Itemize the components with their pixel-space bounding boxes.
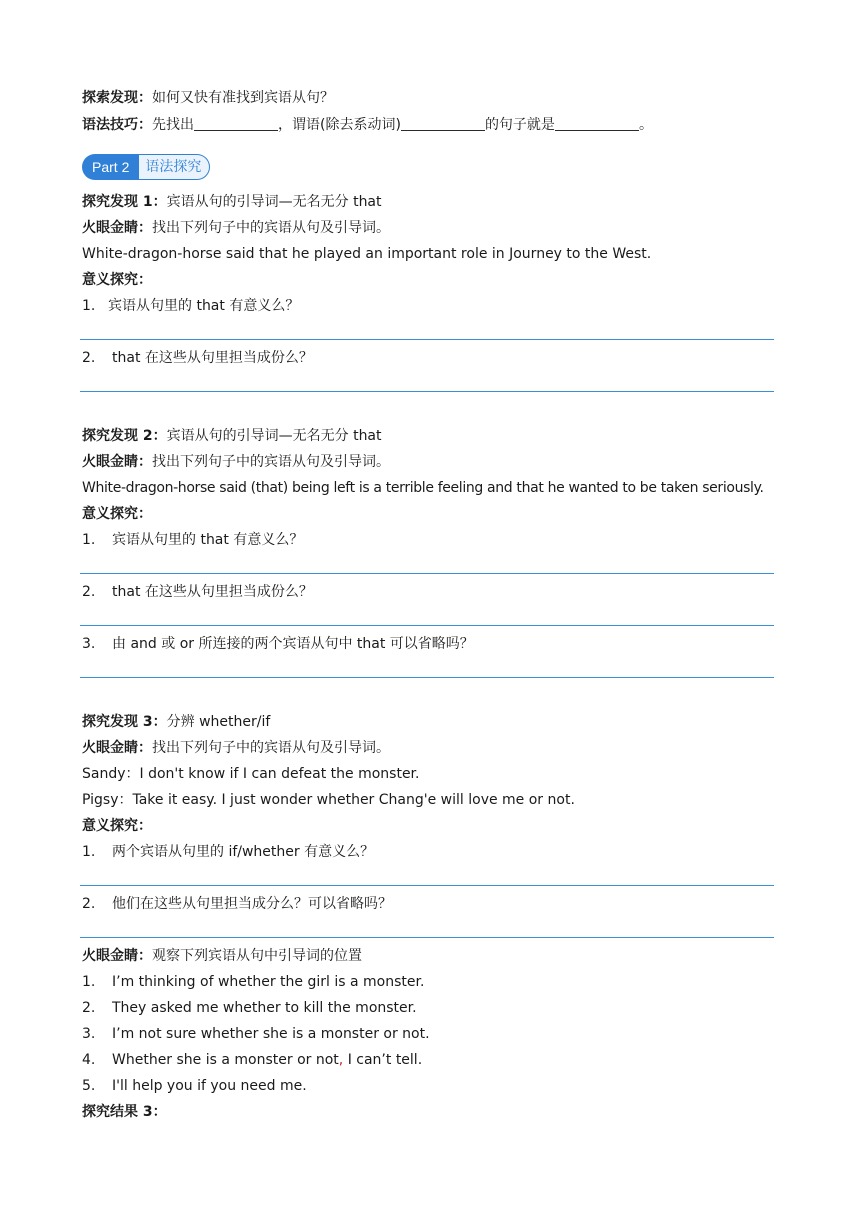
answer-line[interactable] — [80, 573, 774, 574]
q-text: 他们在这些从句里担当成分么？可以省略吗？ — [112, 896, 392, 912]
item-num: 2. — [82, 1000, 96, 1016]
item-text: Whether she is a monster or not — [112, 1052, 339, 1068]
s1-explore-label: 探究发现 1： — [82, 194, 167, 210]
item-num: 1. — [82, 974, 96, 990]
answer-line[interactable] — [80, 885, 774, 886]
s3-explore-text: 分辨 whether/if — [166, 714, 271, 730]
q-text: 宾语从句里的 that 有意义么？ — [108, 298, 300, 314]
tip-text-a: 先找出 — [152, 117, 194, 133]
q-num: 1. — [82, 532, 96, 548]
fill-blank-2[interactable] — [401, 116, 485, 131]
answer-line[interactable] — [80, 625, 774, 626]
list-item — [82, 1076, 307, 1096]
s2-question-3 — [82, 634, 474, 654]
fill-blank-3[interactable] — [555, 116, 639, 131]
s2-explore-label: 探究发现 2： — [82, 428, 167, 444]
q-num: 2. — [82, 896, 96, 912]
s3-eye-label: 火眼金睛： — [82, 740, 152, 756]
s2-eye-label: 火眼金睛： — [82, 454, 152, 470]
fill-blank-1[interactable] — [194, 116, 278, 131]
s3-dialog-line-1: Sandy：I don't know if I can defeat the monster. — [82, 766, 420, 782]
list-item — [82, 1050, 422, 1070]
s3-explore-label: 探究发现 3： — [82, 714, 167, 730]
s2-sentence: White-dragon-horse said (that) being left is a terrible feeling and that he wanted to be taken seriously. — [82, 480, 764, 496]
explore-intro — [82, 88, 334, 108]
s3-explore — [82, 712, 270, 732]
s1-question-1 — [82, 296, 299, 316]
q-text: 两个宾语从句里的 if/whether 有意义么？ — [112, 844, 375, 860]
q-num: 2. — [82, 350, 96, 366]
s3-eye-text: 找出下列句子中的宾语从句及引导词。 — [152, 740, 390, 756]
item-text: I’m not sure whether she is a monster or not. — [112, 1026, 430, 1042]
q-text: 宾语从句里的 that 有意义么？ — [112, 532, 304, 548]
item-text: They asked me whether to kill the monster. — [112, 1000, 417, 1016]
explore-label: 探索发现： — [82, 90, 152, 106]
item-text: I’m thinking of whether the girl is a monster. — [112, 974, 425, 990]
answer-line[interactable] — [80, 937, 774, 938]
s1-eye-label: 火眼金睛： — [82, 220, 152, 236]
tip-label: 语法技巧： — [82, 117, 152, 133]
explore-text: 如何又快有准找到宾语从句？ — [152, 90, 334, 106]
grammar-tip — [82, 115, 653, 135]
tip-text-d: 。 — [638, 117, 653, 133]
s1-eye — [82, 218, 390, 238]
s2-eye — [82, 452, 390, 472]
s2-eye-text: 找出下列句子中的宾语从句及引导词。 — [152, 454, 390, 470]
s3-question-1 — [82, 842, 374, 862]
s2-meaning-label: 意义探究： — [82, 506, 152, 522]
answer-line[interactable] — [80, 391, 774, 392]
s3-eye2-text: 观察下列宾语从句中引导词的位置 — [152, 948, 362, 964]
q-num: 2. — [82, 584, 96, 600]
q-num: 3. — [82, 636, 96, 652]
answer-line[interactable] — [80, 677, 774, 678]
item-num: 5. — [82, 1078, 96, 1094]
list-item — [82, 1024, 430, 1044]
answer-line[interactable] — [80, 339, 774, 340]
s3-question-2 — [82, 894, 392, 914]
list-item — [82, 972, 424, 992]
s1-sentence: White-dragon-horse said that he played an important role in Journey to the West. — [82, 246, 652, 262]
list-item — [82, 998, 417, 1018]
item-comma: , — [338, 1052, 344, 1068]
q-num: 1. — [82, 298, 96, 314]
q-text: 由 and 或 or 所连接的两个宾语从句中 that 可以省略吗？ — [112, 636, 474, 652]
s3-dialog-line-2: Pigsy：Take it easy. I just wonder whether Chang'e will love me or not. — [82, 792, 575, 808]
s3-eye2-label: 火眼金睛： — [82, 948, 152, 964]
item-num: 3. — [82, 1026, 96, 1042]
part-badge: Part 2 — [82, 154, 139, 180]
s2-question-2 — [82, 582, 313, 602]
q-num: 1. — [82, 844, 96, 860]
s2-question-1 — [82, 530, 303, 550]
s1-eye-text: 找出下列句子中的宾语从句及引导词。 — [152, 220, 390, 236]
s3-result-label: 探究结果 3： — [82, 1104, 167, 1120]
s1-question-2 — [82, 348, 313, 368]
part-heading — [82, 154, 210, 180]
s1-explore-text: 宾语从句的引导词—无名无分 that — [166, 194, 382, 210]
s3-meaning-label: 意义探究： — [82, 818, 152, 834]
s1-explore — [82, 192, 382, 212]
item-num: 4. — [82, 1052, 96, 1068]
item-text: I'll help you if you need me. — [112, 1078, 307, 1094]
tip-text-c: 的句子就是 — [484, 117, 555, 133]
s2-explore-text: 宾语从句的引导词—无名无分 that — [166, 428, 382, 444]
s2-explore — [82, 426, 382, 446]
q-text: that 在这些从句里担当成份么？ — [112, 584, 313, 600]
tip-text-b: ，谓语(除去系动词) — [278, 117, 401, 133]
item-text-tail: I can’t tell. — [343, 1052, 423, 1068]
part-title: 语法探究 — [139, 154, 210, 180]
s3-eye — [82, 738, 390, 758]
s3-eye-2 — [82, 946, 362, 966]
s1-meaning-label: 意义探究： — [82, 272, 152, 288]
q-text: that 在这些从句里担当成份么？ — [112, 350, 313, 366]
